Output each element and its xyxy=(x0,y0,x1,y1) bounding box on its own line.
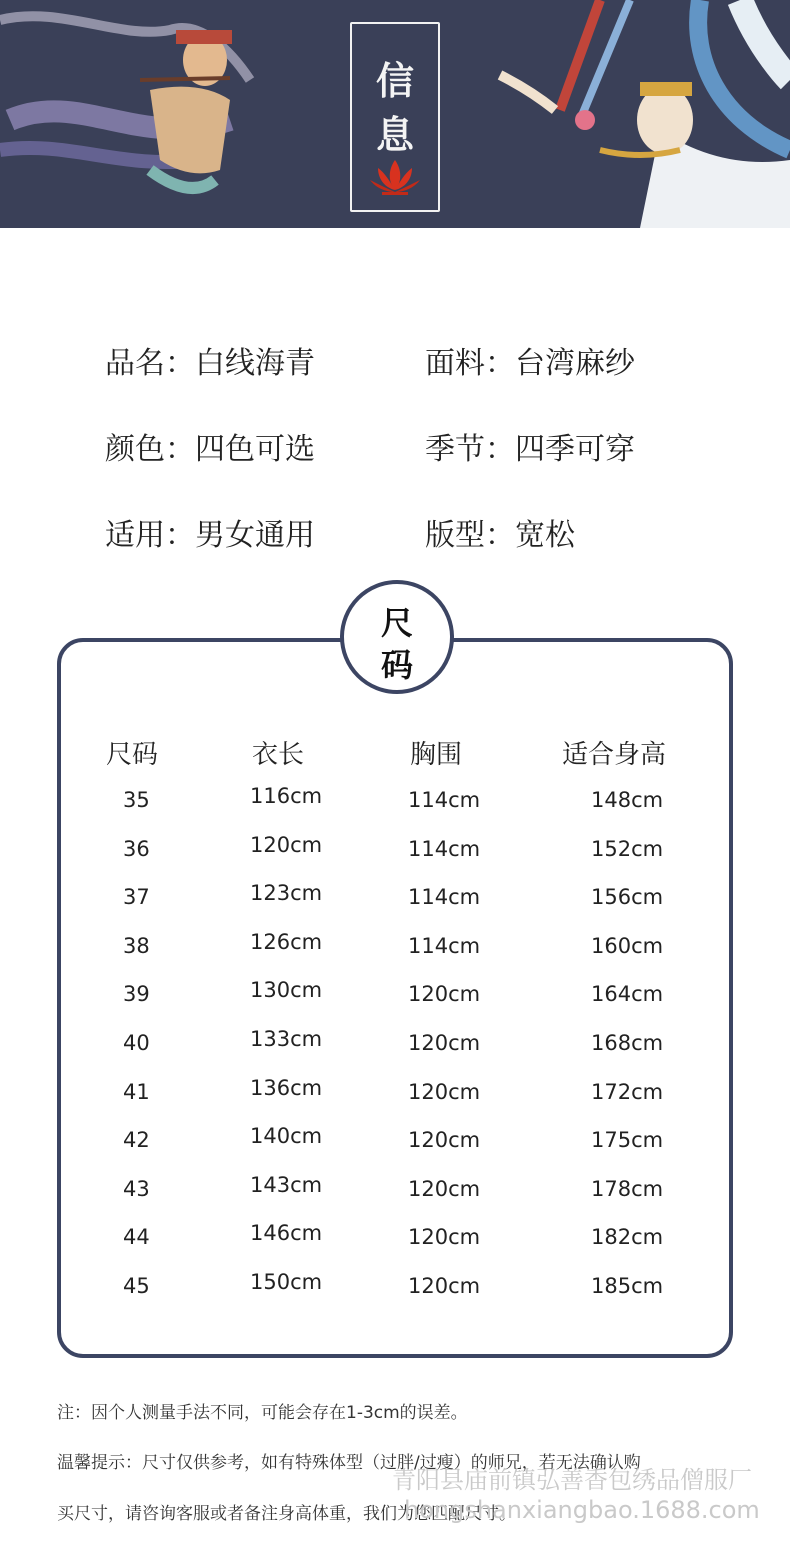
cell-size: 42 xyxy=(123,1128,150,1153)
cell-size: 37 xyxy=(123,885,150,910)
banner-title-char-2: 息 xyxy=(375,112,414,157)
cell-chest: 120cm xyxy=(408,982,481,1007)
cell-height: 148cm xyxy=(591,788,664,812)
info-gender: 适用：男女通用 xyxy=(105,518,315,553)
cell-height: 160cm xyxy=(591,933,664,958)
info-fit: 版型：宽松 xyxy=(425,518,575,553)
cell-size: 39 xyxy=(123,982,150,1007)
cell-length: 140cm xyxy=(250,1124,323,1149)
info-row-2 xyxy=(0,424,790,474)
cell-chest: 120cm xyxy=(408,1031,481,1055)
cell-height: 152cm xyxy=(591,836,664,861)
cell-height: 175cm xyxy=(591,1128,664,1153)
cell-chest: 114cm xyxy=(408,836,481,861)
cell-length: 143cm xyxy=(250,1172,323,1197)
info-name: 品名：白线海青 xyxy=(105,346,315,381)
cell-chest: 114cm xyxy=(408,933,481,958)
info-row-1 xyxy=(0,338,790,388)
cell-height: 156cm xyxy=(591,885,664,910)
cell-chest: 120cm xyxy=(408,1176,481,1201)
cell-height: 168cm xyxy=(591,1031,664,1055)
note-tip-line2: 买尺寸，请咨询客服或者备注身高体重，我们为您匹配尺寸。 xyxy=(57,1504,516,1524)
watermark-url: hongshanxiangbao.1688.com xyxy=(404,1496,760,1524)
cell-chest: 114cm xyxy=(408,885,481,910)
cell-length: 150cm xyxy=(250,1270,323,1294)
cell-height: 185cm xyxy=(591,1274,664,1298)
lotus-icon xyxy=(368,156,422,196)
cell-size: 35 xyxy=(123,788,150,812)
cell-length: 126cm xyxy=(250,929,323,954)
note-tip-line1: 温馨提示：尺寸仅供参考，如有特殊体型（过胖/过瘦）的师兄，若无法确认购 xyxy=(57,1453,641,1473)
header-height: 适合身高 xyxy=(562,740,667,770)
cell-size: 44 xyxy=(123,1225,150,1250)
cell-height: 172cm xyxy=(591,1079,664,1104)
badge-char-2: 码 xyxy=(380,646,413,684)
header-size: 尺码 xyxy=(106,740,159,770)
watermark-shop-name: 青阳县庙前镇弘善香包绣品僧服厂 xyxy=(392,1466,752,1494)
banner-title-frame xyxy=(350,22,440,212)
cell-height: 182cm xyxy=(591,1225,664,1250)
cell-length: 120cm xyxy=(250,832,323,857)
cell-size: 40 xyxy=(123,1031,150,1055)
cell-chest: 120cm xyxy=(408,1128,481,1153)
cell-length: 123cm xyxy=(250,881,323,906)
header-chest: 胸围 xyxy=(410,740,463,770)
info-color: 颜色：四色可选 xyxy=(105,432,315,467)
note-measurement: 注：因个人测量手法不同，可能会存在1-3cm的误差。 xyxy=(57,1403,468,1423)
cell-chest: 120cm xyxy=(408,1274,481,1298)
cell-height: 164cm xyxy=(591,982,664,1007)
cell-chest: 120cm xyxy=(408,1225,481,1250)
cell-size: 38 xyxy=(123,933,150,958)
header-banner xyxy=(0,0,790,228)
cell-size: 45 xyxy=(123,1274,150,1298)
badge-char-1: 尺 xyxy=(380,604,413,642)
cell-chest: 114cm xyxy=(408,788,481,812)
size-section-badge xyxy=(340,580,454,694)
cell-length: 146cm xyxy=(250,1221,323,1246)
cell-size: 41 xyxy=(123,1079,150,1104)
cell-height: 178cm xyxy=(591,1176,664,1201)
cell-length: 133cm xyxy=(250,1027,323,1051)
cell-length: 116cm xyxy=(250,784,323,808)
cell-length: 136cm xyxy=(250,1075,323,1100)
info-row-3 xyxy=(0,510,790,560)
cell-chest: 120cm xyxy=(408,1079,481,1104)
header-length: 衣长 xyxy=(252,740,305,770)
cell-size: 43 xyxy=(123,1176,150,1201)
info-fabric: 面料：台湾麻纱 xyxy=(425,346,635,381)
cell-size: 36 xyxy=(123,836,150,861)
cell-length: 130cm xyxy=(250,978,323,1003)
banner-title-char-1: 信 xyxy=(375,58,414,103)
info-season: 季节：四季可穿 xyxy=(425,432,635,467)
